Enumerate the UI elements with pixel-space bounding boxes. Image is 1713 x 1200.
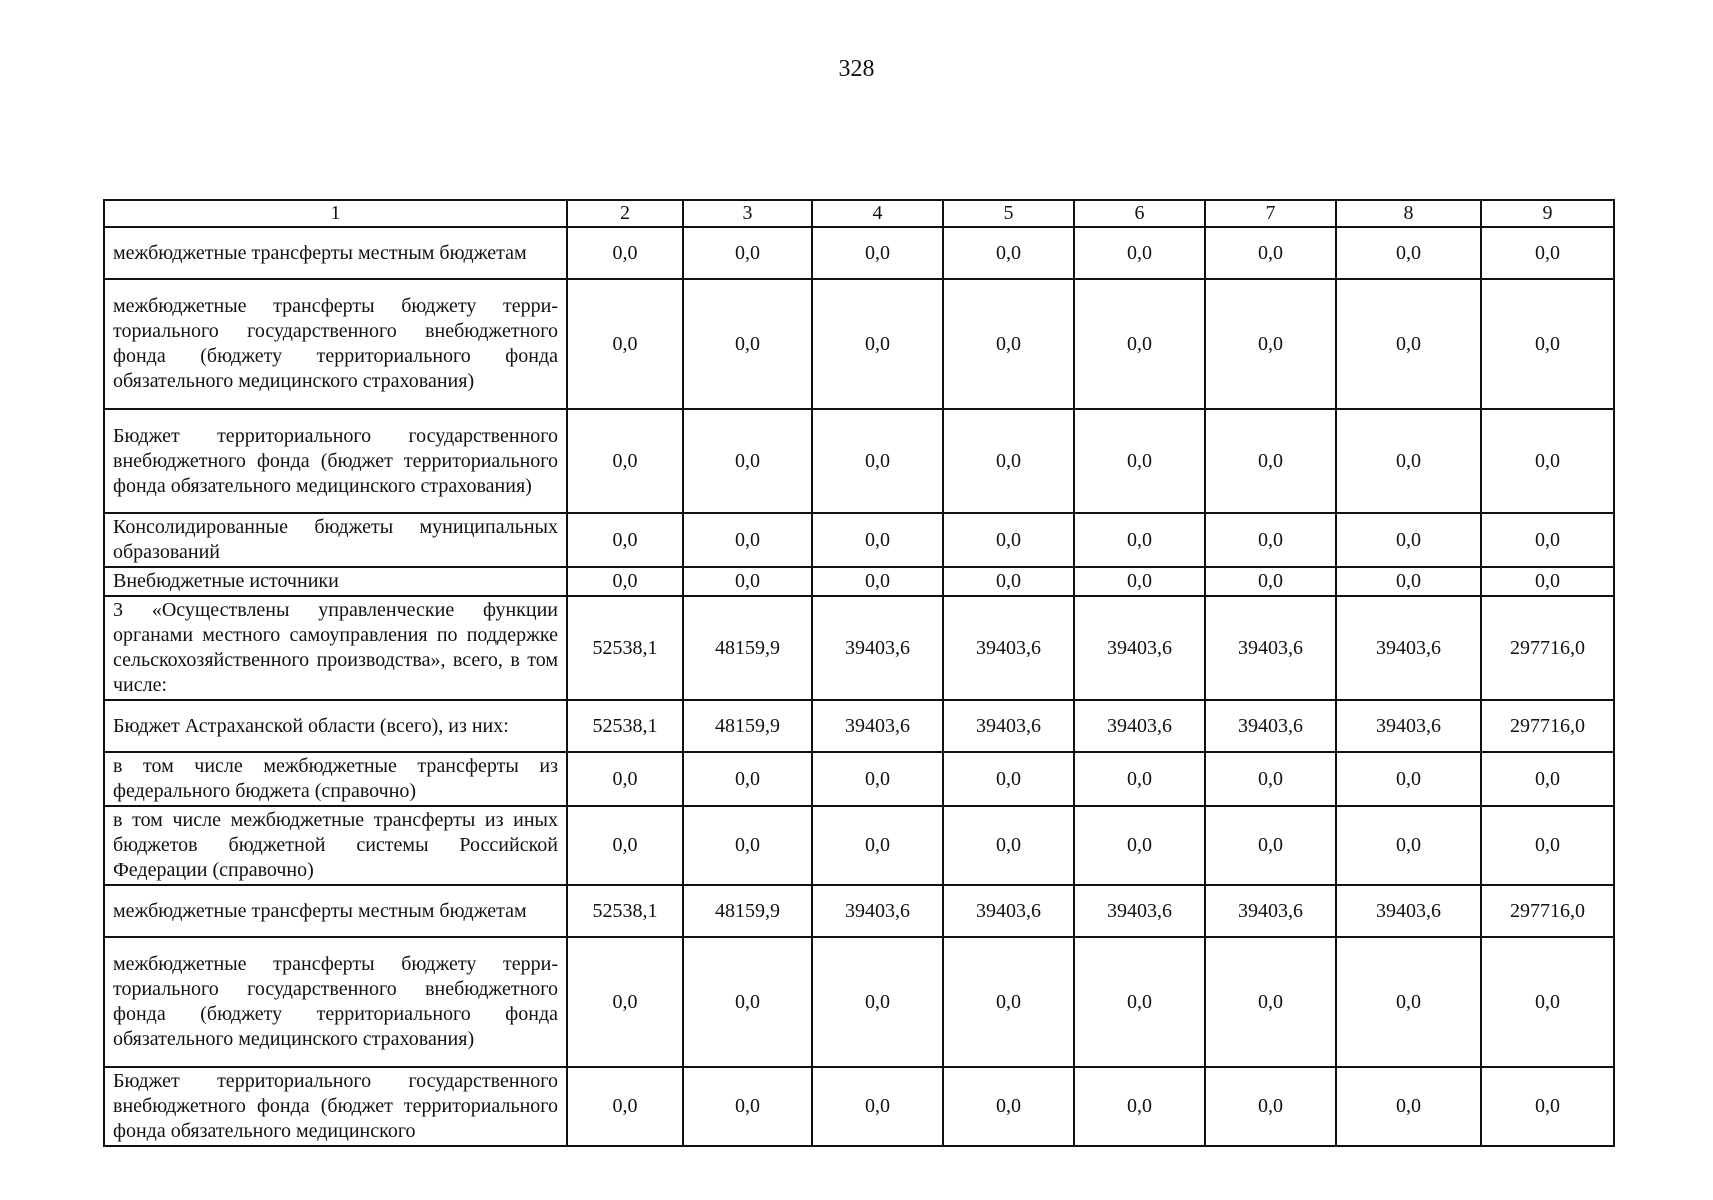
table-cell: 39403,6 [1336, 885, 1481, 937]
table-cell: 0,0 [1481, 513, 1614, 567]
table-cell: 0,0 [683, 513, 812, 567]
table-cell: 0,0 [1074, 937, 1205, 1067]
table-cell: 0,0 [1336, 1067, 1481, 1146]
table-cell: 0,0 [812, 937, 943, 1067]
table-cell: 0,0 [1336, 937, 1481, 1067]
row-label: Внебюджетные источники [104, 567, 567, 596]
budget-table [103, 199, 1615, 1147]
table-row [104, 700, 1614, 752]
row-label: 3 «Осуществлены управленческие функции органами местного самоуправления по поддержке сельскохозяйственного производства», всего, в том числе: [104, 596, 567, 700]
table-cell: 0,0 [1074, 227, 1205, 279]
table-cell: 0,0 [567, 1067, 683, 1146]
table-cell: 0,0 [1481, 937, 1614, 1067]
row-label: межбюджетные трансферты местным бюджетам [104, 885, 567, 937]
table-cell: 39403,6 [1336, 700, 1481, 752]
table-cell: 0,0 [1205, 806, 1336, 885]
row-label: межбюджетные трансферты местным бюджетам [104, 227, 567, 279]
table-cell: 0,0 [1074, 279, 1205, 409]
table-cell: 0,0 [567, 409, 683, 513]
table-cell: 0,0 [1481, 567, 1614, 596]
table-row [104, 806, 1614, 885]
table-cell: 0,0 [683, 752, 812, 806]
column-header: 2 [567, 200, 683, 227]
table-row [104, 513, 1614, 567]
table-cell: 39403,6 [812, 885, 943, 937]
table-cell: 0,0 [1336, 752, 1481, 806]
table-cell: 39403,6 [812, 596, 943, 700]
table-cell: 0,0 [943, 227, 1074, 279]
table-cell: 0,0 [943, 937, 1074, 1067]
table-cell: 0,0 [1336, 279, 1481, 409]
table-row [104, 596, 1614, 700]
table-cell: 0,0 [943, 752, 1074, 806]
table-row [104, 885, 1614, 937]
table-cell: 0,0 [812, 513, 943, 567]
table-cell: 39403,6 [1205, 596, 1336, 700]
table-cell: 0,0 [1336, 806, 1481, 885]
table-row [104, 937, 1614, 1067]
table-cell: 0,0 [1336, 513, 1481, 567]
table-cell: 39403,6 [1074, 596, 1205, 700]
table-cell: 0,0 [812, 409, 943, 513]
table-cell: 52538,1 [567, 700, 683, 752]
table-cell: 0,0 [683, 279, 812, 409]
page-number: 328 [838, 56, 875, 82]
table-cell: 0,0 [1074, 1067, 1205, 1146]
table-cell: 0,0 [943, 409, 1074, 513]
table-cell: 0,0 [567, 806, 683, 885]
table-cell: 39403,6 [1074, 700, 1205, 752]
table-cell: 0,0 [943, 279, 1074, 409]
table-cell: 0,0 [1074, 567, 1205, 596]
table-cell: 39403,6 [1336, 596, 1481, 700]
row-label: в том числе межбюджетные трансферты из федерального бюджета (справочно) [104, 752, 567, 806]
table-cell: 0,0 [812, 752, 943, 806]
table-cell: 0,0 [683, 409, 812, 513]
column-header: 7 [1205, 200, 1336, 227]
table-cell: 39403,6 [943, 700, 1074, 752]
table-cell: 0,0 [1074, 513, 1205, 567]
table-cell: 39403,6 [1205, 885, 1336, 937]
table-cell: 0,0 [812, 567, 943, 596]
table-cell: 0,0 [943, 513, 1074, 567]
table-cell: 0,0 [1205, 227, 1336, 279]
table-row [104, 1067, 1614, 1146]
table-cell: 0,0 [567, 567, 683, 596]
table-cell: 48159,9 [683, 885, 812, 937]
column-header: 8 [1336, 200, 1481, 227]
column-header: 6 [1074, 200, 1205, 227]
column-header: 4 [812, 200, 943, 227]
table-cell: 0,0 [567, 752, 683, 806]
table-cell: 39403,6 [812, 700, 943, 752]
table-cell: 0,0 [683, 1067, 812, 1146]
table-cell: 0,0 [1336, 227, 1481, 279]
row-label: Бюджет территориального государственного внебюджетного фонда (бюджет территориального фонда обязательного медицинского страхования) [104, 409, 567, 513]
column-header: 9 [1481, 200, 1614, 227]
table-cell: 0,0 [943, 1067, 1074, 1146]
column-header: 3 [683, 200, 812, 227]
table-cell: 0,0 [567, 937, 683, 1067]
table-cell: 0,0 [683, 937, 812, 1067]
table-cell: 48159,9 [683, 596, 812, 700]
table-cell: 0,0 [1481, 752, 1614, 806]
table-cell: 0,0 [812, 806, 943, 885]
table-cell: 48159,9 [683, 700, 812, 752]
table-cell: 0,0 [812, 227, 943, 279]
table-cell: 0,0 [1074, 752, 1205, 806]
table-cell: 0,0 [1205, 513, 1336, 567]
table-cell: 0,0 [1205, 279, 1336, 409]
table-cell: 39403,6 [943, 596, 1074, 700]
table-cell: 0,0 [683, 806, 812, 885]
table-row [104, 227, 1614, 279]
row-label: Бюджет Астраханской области (всего), из них: [104, 700, 567, 752]
row-label: межбюджетные трансферты бюджету территориального государственного внебюджетного фонда (бюджету территориального фонда обязательного медицинского страхования) [104, 279, 567, 409]
table-cell: 0,0 [1336, 409, 1481, 513]
row-label: межбюджетные трансферты бюджету территориального государственного внебюджетного фонда (бюджету территориального фонда обязательного медицинского страхования) [104, 937, 567, 1067]
table-cell: 297716,0 [1481, 700, 1614, 752]
table-cell: 297716,0 [1481, 885, 1614, 937]
table-cell: 0,0 [1481, 409, 1614, 513]
table-cell: 0,0 [1205, 1067, 1336, 1146]
table-cell: 52538,1 [567, 596, 683, 700]
row-label: Бюджет территориального государственного внебюджетного фонда (бюджет территориального фонда обязательного медицинского [104, 1067, 567, 1146]
table-cell: 0,0 [1481, 227, 1614, 279]
table-cell: 0,0 [1205, 752, 1336, 806]
table-cell: 0,0 [812, 1067, 943, 1146]
row-label: в том числе межбюджетные трансферты из иных бюджетов бюджетной системы Российской Федерации (справочно) [104, 806, 567, 885]
table-row [104, 567, 1614, 596]
table-cell: 0,0 [943, 567, 1074, 596]
table-row [104, 279, 1614, 409]
table-cell: 0,0 [1074, 409, 1205, 513]
table-cell: 297716,0 [1481, 596, 1614, 700]
table-cell: 52538,1 [567, 885, 683, 937]
table-cell: 0,0 [1481, 279, 1614, 409]
table-row [104, 409, 1614, 513]
table-cell: 0,0 [567, 227, 683, 279]
column-header: 1 [104, 200, 567, 227]
table-cell: 39403,6 [943, 885, 1074, 937]
table-cell: 0,0 [1336, 567, 1481, 596]
table-cell: 0,0 [1205, 567, 1336, 596]
table-cell: 39403,6 [1074, 885, 1205, 937]
header-row [104, 200, 1614, 227]
table-cell: 0,0 [1481, 1067, 1614, 1146]
table-cell: 0,0 [812, 279, 943, 409]
table-cell: 0,0 [943, 806, 1074, 885]
table-cell: 0,0 [1205, 937, 1336, 1067]
table-cell: 39403,6 [1205, 700, 1336, 752]
table-cell: 0,0 [1074, 806, 1205, 885]
table-cell: 0,0 [567, 513, 683, 567]
table-cell: 0,0 [1481, 806, 1614, 885]
column-header: 5 [943, 200, 1074, 227]
table-cell: 0,0 [1205, 409, 1336, 513]
table-row [104, 752, 1614, 806]
table-cell: 0,0 [683, 567, 812, 596]
table-cell: 0,0 [567, 279, 683, 409]
table-cell: 0,0 [683, 227, 812, 279]
row-label: Консолидированные бюджеты муниципальных образований [104, 513, 567, 567]
